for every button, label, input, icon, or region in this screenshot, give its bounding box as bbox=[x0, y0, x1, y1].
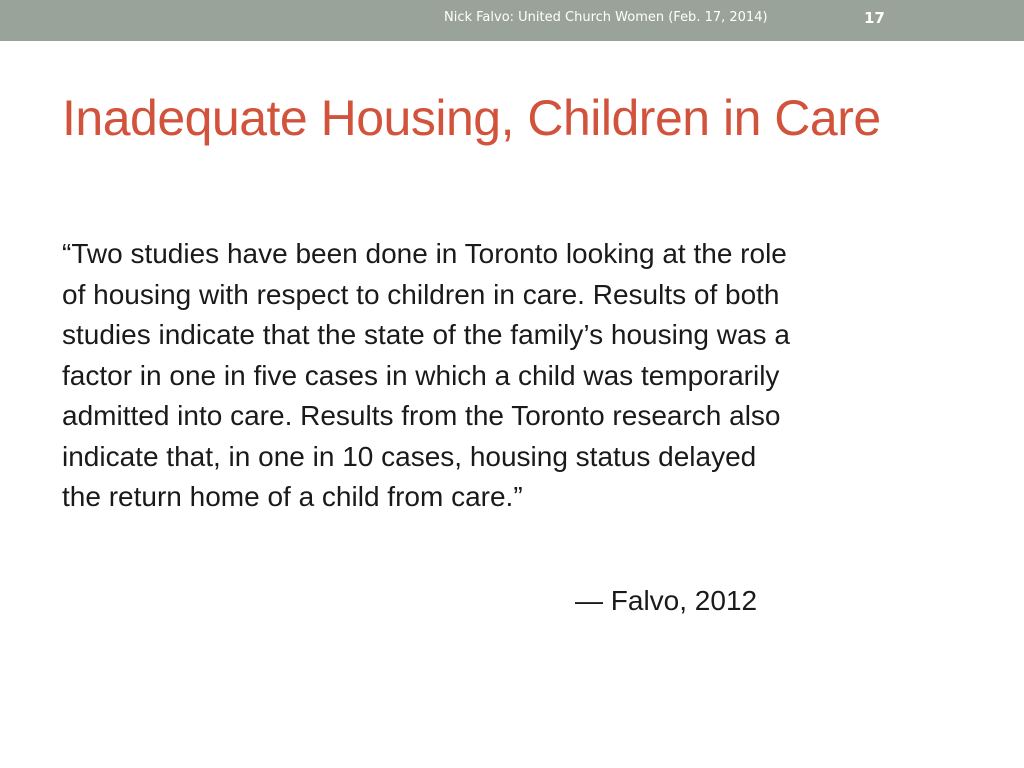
quote-line: “Two studies have been done in Toronto looking at the role bbox=[62, 238, 787, 269]
quote-line: indicate that, in one in 10 cases, housing status delayed bbox=[62, 440, 757, 472]
top-bar bbox=[0, 0, 1024, 41]
quote-line: of housing with respect to children in care. Results of both bbox=[62, 278, 780, 310]
quote-line: studies indicate that the state of the family’s housing was a bbox=[62, 319, 790, 350]
quote-line: factor in one in five cases in which a child was temporarily bbox=[62, 359, 780, 391]
footer-text: Nick Falvo: United Church Women (Feb. 17, 2014) bbox=[444, 10, 768, 25]
quote-body bbox=[62, 234, 962, 518]
quote-attribution: — Falvo, 2012 bbox=[575, 585, 758, 616]
slide-number: 17 bbox=[864, 9, 885, 27]
quote-line: admitted into care. Results from the Toronto research also bbox=[62, 400, 781, 431]
slide-title: Inadequate Housing, Children in Care bbox=[62, 90, 881, 146]
quote-line: the return home of a child from care.” bbox=[62, 481, 523, 512]
